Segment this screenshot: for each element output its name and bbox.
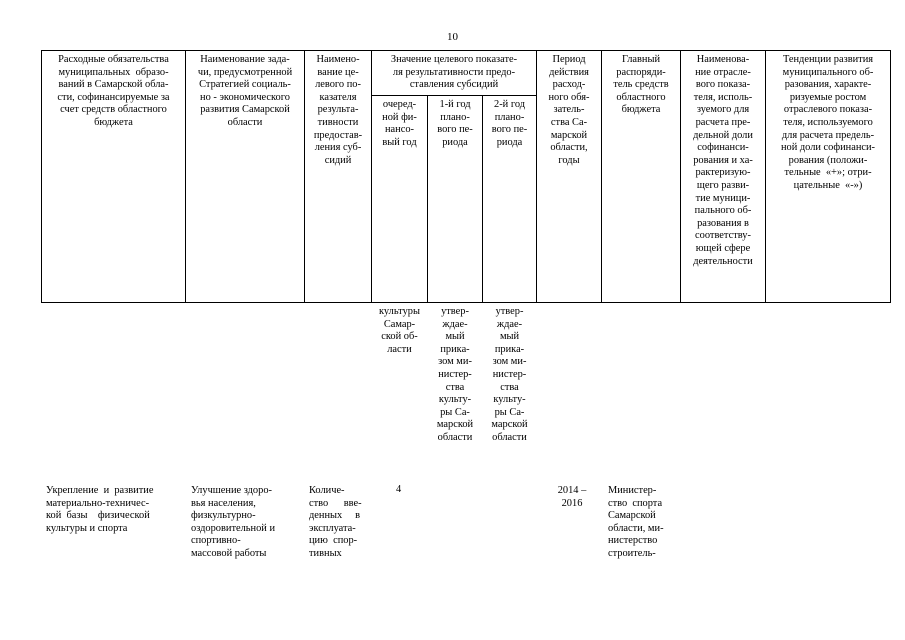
continuation-plan-year-1: утвер- ждае- мый прика- зом ми- нистер- ства культу- ры Са- марской области	[436, 306, 474, 443]
header-trends: Тенденции развития муниципального об- разования, характе- ризуемые ростом отраслевого показа- теля, используемого для расчета предель- ной доли софинанси- рования (положи- тельные «+»; отри- цательные «-»)	[780, 54, 876, 191]
header-plan-year-1: 1-й год плано- вого пе- риода	[437, 99, 473, 148]
table-right-border	[890, 50, 891, 303]
row-value: 4	[396, 484, 402, 495]
row-task: Улучшение здоро- вья населения, физкультурно- оздоровительной и спортивно- массовой работы	[191, 485, 276, 559]
row-period: 2014 – 2016	[557, 485, 587, 509]
continuation-plan-year-2: утвер- ждае- мый прика- зом ми- нистер- ства культу- ры Са- марской области	[491, 306, 528, 443]
header-manager: Главный распоряди- тель средств областного бюджета	[613, 54, 669, 116]
header-obligations: Расходные обязательства муниципальных образо- ваний в Самарской обла- сти, софинансируемые за счет средств областного бюджета	[57, 54, 170, 128]
table-top-border	[41, 50, 891, 51]
header-indicator: Наимено- вание це- левого по- казателя результа- тивности предостав- ления суб- сидий	[313, 54, 363, 166]
table-bottom-border	[41, 302, 891, 303]
row-obligation: Укрепление и развитие материально-техничес- кой базы физической культуры и спорта	[46, 485, 154, 534]
row-indicator: Количе- ство вве- денных в эксплуата- цию спор- тивных	[309, 485, 362, 559]
continuation-current-year: культуры Самар- ской об- ласти	[379, 306, 420, 355]
header-target-value: Значение целевого показате- ля результативности предо- ставления субсидий	[390, 54, 518, 91]
group-divider	[371, 95, 536, 96]
header-task: Наименование зада- чи, предусмотренной Стратегией социаль- но - экономического развития Самарской области	[197, 54, 293, 128]
header-current-year: очеред- ной фи- нансо- вый год	[382, 99, 417, 148]
row-manager: Министер- ство спорта Самарской области, ми- нистерство строитель-	[608, 485, 664, 559]
header-plan-year-2: 2-й год плано- вого пе- риода	[491, 99, 528, 148]
header-sector-indicator: Наименова- ние отрасле- вого показа- теля, исполь- зуемого для расчета пре- дельной доли софинанси- рования и ха- рактеризую- щего разви- тие муници- пального об- разования в соответству- ющей сфере деятельности	[693, 54, 753, 267]
page-number: 10	[447, 31, 458, 43]
header-period: Период действия расход- ного обя- затель- ства Са- марской области, годы	[548, 54, 590, 166]
